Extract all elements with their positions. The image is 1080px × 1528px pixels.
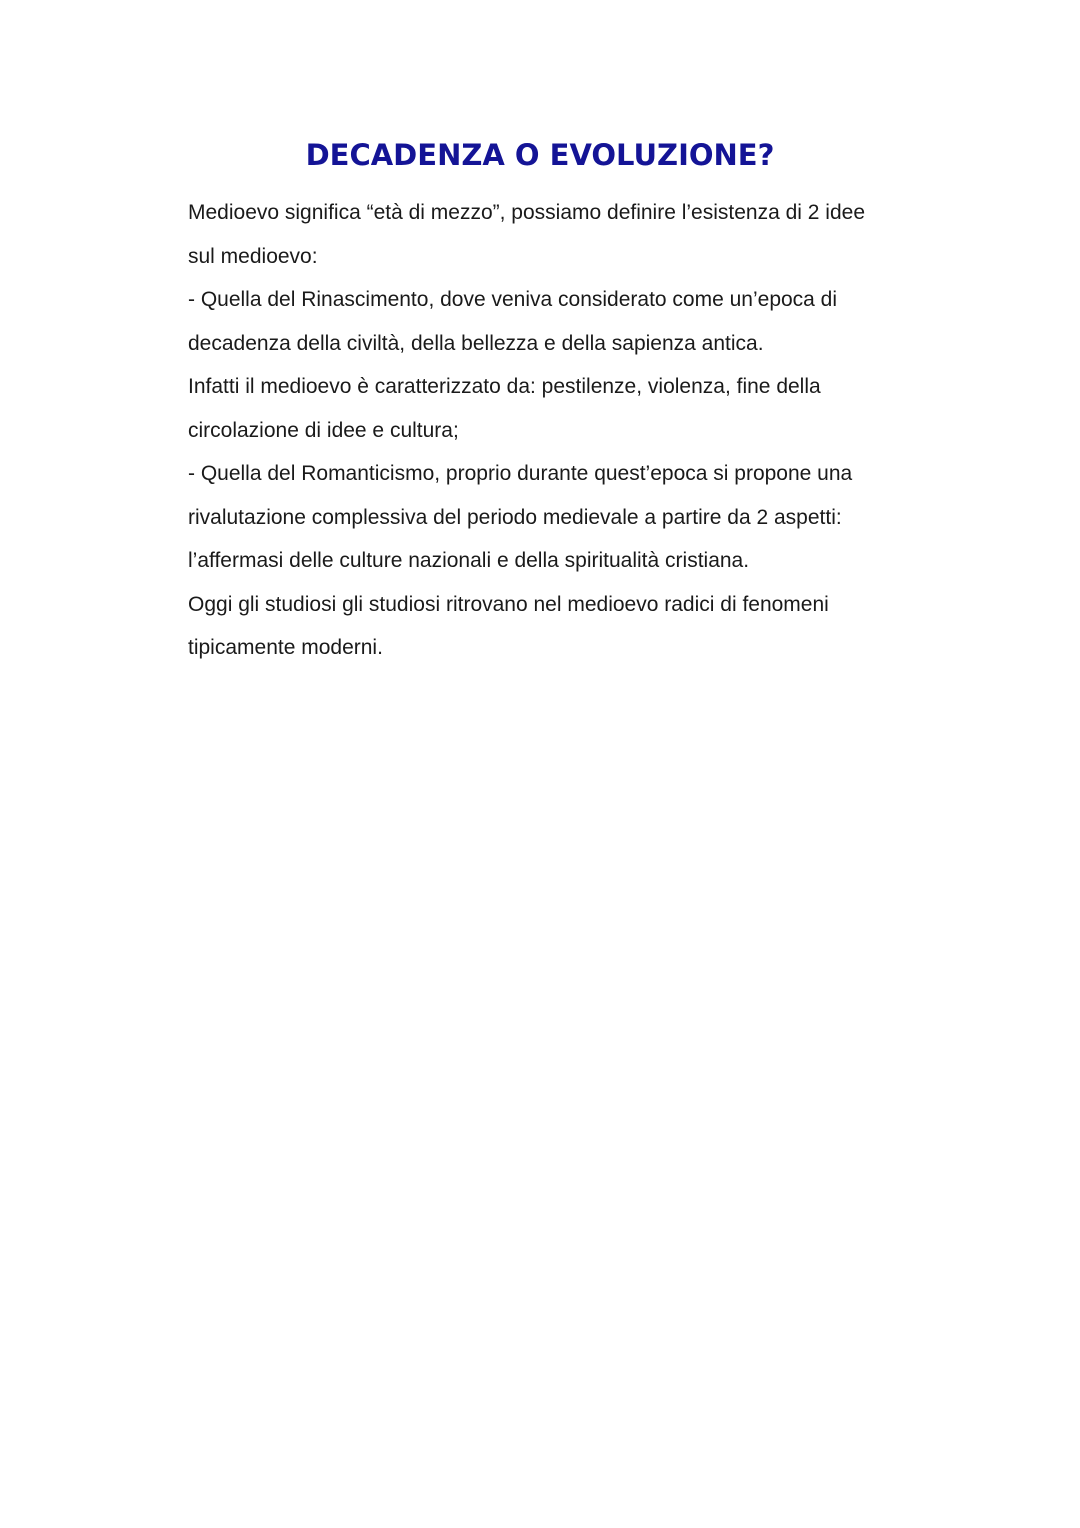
body-text [188, 191, 948, 670]
text-line: Infatti il medioevo è caratterizzato da: pestilenze, violenza, fine della [188, 375, 821, 398]
text-line: Oggi gli studiosi gli studiosi ritrovano nel medioevo radici di fenomeni [188, 592, 829, 616]
text-line: - Quella del Romanticismo, proprio durante quest’epoca si propone una [188, 462, 853, 485]
text-line: - Quella del Rinascimento, dove veniva considerato come un’epoca di [188, 288, 838, 311]
text-line: Medioevo significa “età di mezzo”, possiamo definire l’esistenza di 2 idee [188, 201, 866, 224]
text-line: decadenza della civiltà, della bellezza e della sapienza antica. [188, 331, 764, 355]
text-line: sul medioevo: [188, 244, 318, 268]
text-line: rivalutazione complessiva del periodo medievale a partire da 2 aspetti: [188, 505, 842, 529]
text-line: tipicamente moderni. [188, 636, 383, 659]
page-title: DECADENZA O EVOLUZIONE? [305, 138, 775, 172]
text-line: circolazione di idee e cultura; [188, 418, 459, 442]
text-line: l’affermasi delle culture nazionali e della spiritualità cristiana. [188, 549, 750, 572]
